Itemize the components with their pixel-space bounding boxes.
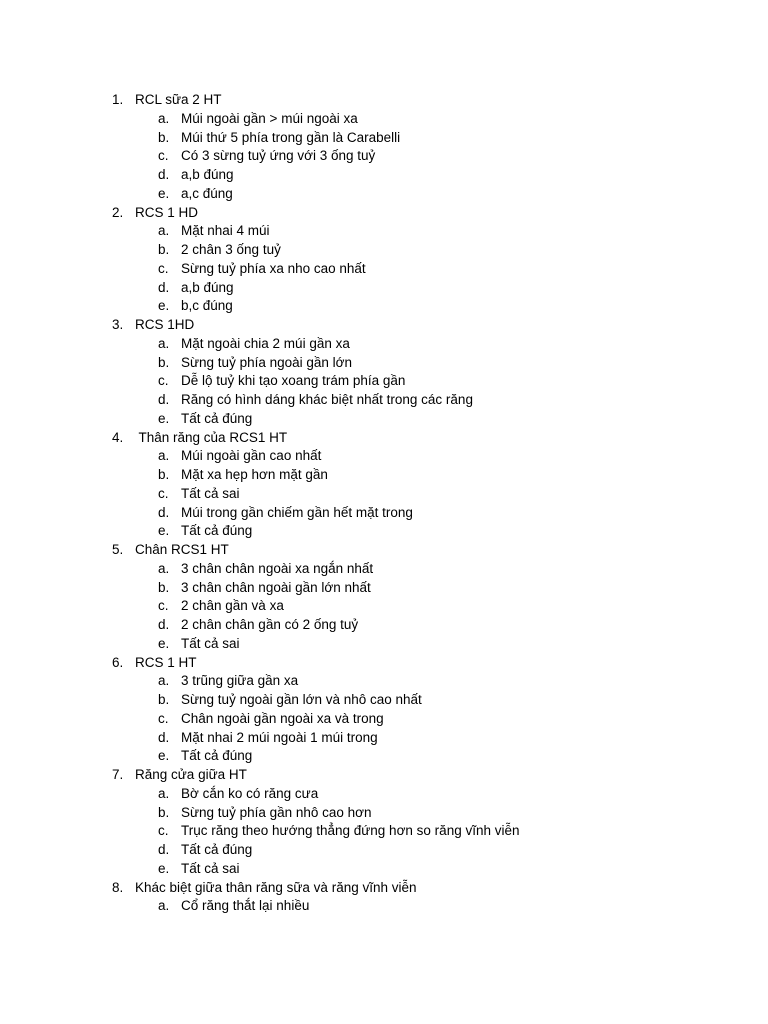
option-text: Dễ lộ tuỷ khi tạo xoang trám phía gần: [181, 373, 406, 389]
option-text: Trục răng theo hướng thẳng đứng hơn so răng vĩnh viễn: [181, 823, 520, 839]
option-row: [0, 372, 768, 391]
option-letter: d.: [158, 617, 170, 632]
option-text: Bờ cắn ko có răng cưa: [181, 785, 319, 801]
option-text: b,c đúng: [181, 298, 233, 314]
question-text: RCS 1 HD: [135, 204, 199, 220]
option-row: [0, 147, 768, 166]
option-text: Sừng tuỷ phía gần nhô cao hơn: [181, 804, 372, 820]
question-5: [0, 541, 768, 654]
question-number: 1.: [112, 92, 124, 107]
option-row: [0, 297, 768, 316]
question-row: [0, 91, 768, 110]
option-row: [0, 391, 768, 410]
question-number: 2.: [112, 204, 124, 220]
option-letter: a.: [158, 785, 170, 801]
question-text: RCS 1HD: [135, 317, 195, 332]
option-row: [0, 110, 768, 129]
option-text: 3 chân chân ngoài gần lớn nhất: [181, 579, 371, 595]
option-text: Tất cả đúng: [181, 748, 253, 764]
option-text: Múi ngoài gần > múi ngoài xa: [181, 110, 358, 126]
option-letter: c.: [158, 485, 169, 501]
question-6: [0, 654, 768, 767]
option-text: a,b đúng: [181, 279, 234, 295]
option-row: [0, 185, 768, 204]
option-row: [0, 166, 768, 185]
question-row: [0, 654, 768, 673]
question-text: Thân răng của RCS1 HT: [135, 429, 288, 445]
option-text: Răng có hình dáng khác biệt nhất trong các răng: [181, 392, 473, 407]
option-text: Sừng tuỷ phía ngoài gần lớn: [181, 354, 353, 370]
option-row: [0, 410, 768, 429]
option-row: [0, 129, 768, 148]
option-row: [0, 504, 768, 523]
option-letter: c.: [158, 710, 169, 726]
option-letter: c.: [158, 260, 169, 276]
option-letter: d.: [158, 167, 170, 182]
option-letter: a.: [158, 448, 170, 464]
option-row: [0, 691, 768, 710]
question-text: Răng cửa giữa HT: [135, 767, 247, 782]
option-text: Tất cả đúng: [181, 523, 253, 539]
option-row: [0, 279, 768, 298]
option-text: Sừng tuỷ ngoài gần lớn và nhô cao nhất: [181, 692, 422, 707]
option-letter: b.: [158, 579, 170, 595]
option-row: [0, 672, 768, 691]
option-letter: e.: [158, 523, 170, 539]
option-text: Múi ngoài gần cao nhất: [181, 448, 322, 464]
option-text: Cổ răng thắt lại nhiều: [181, 898, 310, 914]
question-2: [0, 204, 768, 317]
question-text: Chân RCS1 HT: [135, 542, 229, 557]
option-row: [0, 635, 768, 654]
option-text: Mặt nhai 2 múi ngoài 1 múi trong: [181, 729, 378, 745]
option-letter: e.: [158, 298, 170, 314]
option-text: Tất cả sai: [181, 635, 240, 651]
option-row: [0, 710, 768, 729]
option-row: [0, 804, 768, 823]
option-letter: e.: [158, 748, 170, 764]
option-row: [0, 241, 768, 260]
option-row: [0, 597, 768, 616]
question-text: RCL sữa 2 HT: [135, 92, 222, 107]
question-row: [0, 541, 768, 560]
question-text: Khác biệt giữa thân răng sữa và răng vĩnh viễn: [135, 879, 417, 895]
question-row: [0, 429, 768, 448]
option-letter: e.: [158, 410, 170, 426]
option-text: Có 3 sừng tuỷ ứng với 3 ống tuỷ: [181, 148, 376, 164]
option-letter: a.: [158, 673, 170, 689]
option-letter: a.: [158, 223, 170, 239]
option-text: Mặt xa hẹp hơn mặt gần: [181, 467, 328, 482]
document-page: [0, 91, 768, 916]
option-text: Mặt nhai 4 múi: [181, 223, 270, 239]
option-letter: c.: [158, 373, 169, 389]
option-letter: a.: [158, 560, 170, 576]
option-row: [0, 616, 768, 635]
option-text: Chân ngoài gần ngoài xa và trong: [181, 710, 384, 726]
question-row: [0, 879, 768, 898]
option-letter: b.: [158, 804, 170, 820]
option-text: Mặt ngoài chia 2 múi gần xa: [181, 335, 350, 351]
option-text: 2 chân chân gần có 2 ống tuỷ: [181, 617, 359, 632]
option-letter: c.: [158, 148, 169, 164]
option-row: [0, 222, 768, 241]
option-letter: a.: [158, 110, 170, 126]
option-row: [0, 785, 768, 804]
question-7: [0, 766, 768, 879]
question-number: 6.: [112, 654, 124, 670]
option-letter: e.: [158, 185, 170, 201]
option-letter: a.: [158, 335, 170, 351]
option-row: [0, 485, 768, 504]
question-row: [0, 316, 768, 335]
question-4: [0, 429, 768, 542]
option-row: [0, 447, 768, 466]
option-letter: e.: [158, 860, 170, 876]
question-number: 4.: [112, 429, 124, 445]
question-number: 7.: [112, 767, 124, 782]
option-text: Sừng tuỷ phía xa nho cao nhất: [181, 260, 366, 276]
option-letter: b.: [158, 467, 170, 482]
option-text: Tất cả sai: [181, 485, 240, 501]
option-row: [0, 354, 768, 373]
option-letter: a.: [158, 898, 170, 914]
option-letter: d.: [158, 504, 170, 520]
option-row: [0, 335, 768, 354]
question-text: RCS 1 HT: [135, 654, 197, 670]
question-row: [0, 204, 768, 223]
option-row: [0, 466, 768, 485]
question-3: [0, 316, 768, 429]
option-letter: c.: [158, 598, 169, 614]
option-row: [0, 822, 768, 841]
option-text: Múi trong gần chiếm gần hết mặt trong: [181, 504, 413, 520]
option-row: [0, 579, 768, 598]
question-number: 8.: [112, 879, 124, 895]
option-row: [0, 260, 768, 279]
option-letter: c.: [158, 823, 169, 839]
option-row: [0, 522, 768, 541]
option-text: 2 chân gần và xa: [181, 598, 284, 614]
option-row: [0, 897, 768, 916]
option-letter: d.: [158, 279, 170, 295]
option-text: 2 chân 3 ống tuỷ: [181, 242, 281, 257]
option-text: Tất cả đúng: [181, 410, 253, 426]
option-letter: d.: [158, 392, 170, 407]
option-letter: b.: [158, 692, 170, 707]
option-text: 3 chân chân ngoài xa ngắn nhất: [181, 560, 374, 576]
option-text: a,b đúng: [181, 167, 234, 182]
option-row: [0, 560, 768, 579]
option-letter: b.: [158, 354, 170, 370]
question-row: [0, 766, 768, 785]
option-text: Tất cả đúng: [181, 842, 253, 857]
question-8: [0, 879, 768, 917]
option-text: Tất cả sai: [181, 860, 240, 876]
option-text: Múi thứ 5 phía trong gần là Carabelli: [181, 129, 401, 145]
option-text: 3 trũng giữa gần xa: [181, 673, 299, 689]
option-letter: d.: [158, 729, 170, 745]
option-row: [0, 841, 768, 860]
option-letter: b.: [158, 242, 170, 257]
option-row: [0, 729, 768, 748]
question-1: [0, 91, 768, 204]
option-row: [0, 747, 768, 766]
option-row: [0, 860, 768, 879]
option-text: a,c đúng: [181, 185, 233, 201]
question-number: 5.: [112, 542, 124, 557]
option-letter: b.: [158, 129, 170, 145]
question-number: 3.: [112, 317, 124, 332]
option-letter: e.: [158, 635, 170, 651]
option-letter: d.: [158, 842, 170, 857]
